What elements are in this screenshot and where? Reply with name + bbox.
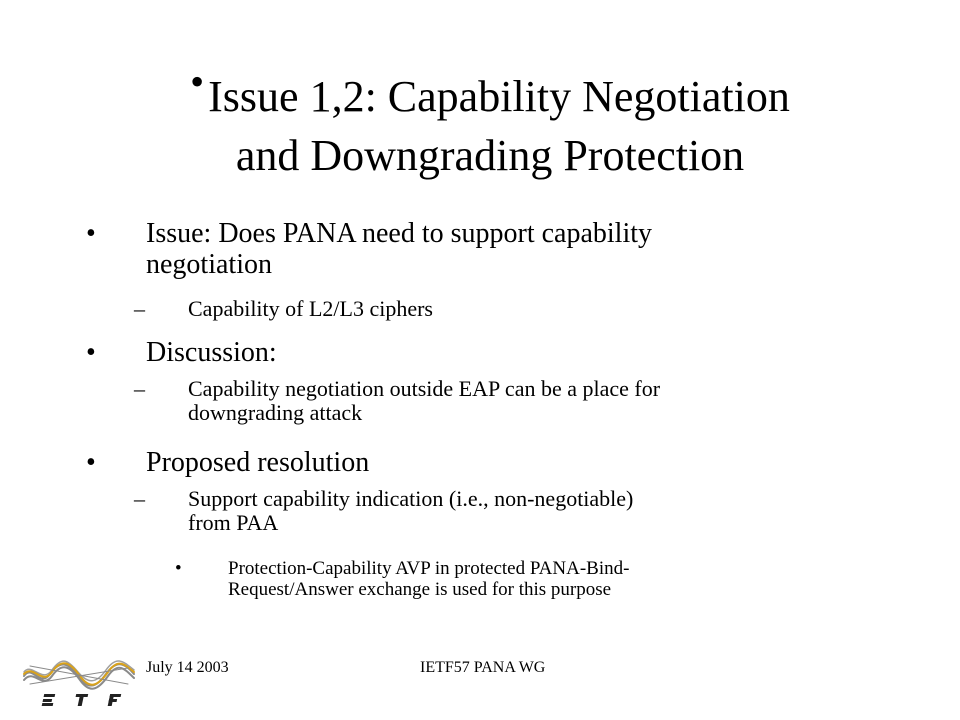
title-line-2: and Downgrading Protection <box>235 131 745 180</box>
dash-marker: – <box>134 486 145 511</box>
title-bullet: • <box>190 59 205 104</box>
ietf-logo-icon <box>20 648 138 708</box>
sub-issue: Capability of L2/L3 ciphers <box>188 296 433 321</box>
bullet-marker: • <box>86 218 96 249</box>
title-text-1: Issue 1,2: Capability Negotiation <box>208 72 790 121</box>
bullet-marker-small: • <box>175 558 182 579</box>
title-line-1 <box>60 59 920 127</box>
bullet-marker: • <box>86 337 96 368</box>
footer-date: July 14 2003 <box>146 659 229 676</box>
sub-resolution-line1: Support capability indication (i.e., non-negotiable) <box>188 486 634 511</box>
bullet-resolution: Proposed resolution <box>146 447 370 478</box>
footer-event: IETF57 PANA WG <box>420 659 546 676</box>
subsub-resolution-line2: Request/Answer exchange is used for this purpose <box>228 579 612 600</box>
sub-resolution-line2: from PAA <box>188 510 279 535</box>
sub-discussion-line1: Capability negotiation outside EAP can be a place for <box>188 376 661 401</box>
dash-marker: – <box>134 376 145 401</box>
sub-discussion-line2: downgrading attack <box>188 400 363 425</box>
subsub-resolution-line1: Protection-Capability AVP in protected PANA-Bind- <box>228 558 630 579</box>
bullet-issue-line2: negotiation <box>146 249 272 280</box>
slide-title <box>60 59 920 185</box>
dash-marker: – <box>134 296 145 321</box>
bullet-marker: • <box>86 447 96 478</box>
bullet-issue-line1: Issue: Does PANA need to support capability <box>146 218 653 249</box>
bullet-discussion: Discussion: <box>146 337 277 368</box>
